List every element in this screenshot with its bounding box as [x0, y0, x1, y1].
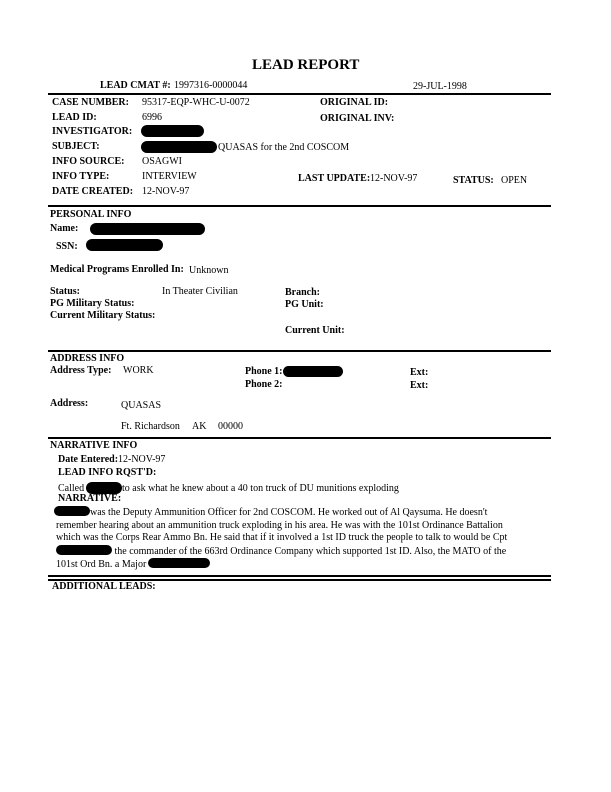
case-number-value: 95317-EQP-WHC-U-0072	[142, 97, 250, 108]
top-rule	[48, 93, 551, 95]
info-source-label: INFO SOURCE:	[52, 156, 125, 167]
narrative-line-5: 101st Ord Bn. a Major	[56, 559, 147, 570]
branch-label: Branch:	[285, 287, 320, 298]
address-label: Address:	[50, 398, 89, 409]
investigator-label: INVESTIGATOR:	[52, 126, 133, 137]
lead-id-label: LEAD ID:	[52, 112, 97, 123]
narrative-heading: NARRATIVE INFO	[50, 440, 138, 451]
subject-redaction	[141, 141, 217, 153]
cmat-value: 1997316-0000044	[174, 80, 248, 91]
phone1-label: Phone 1:	[245, 366, 283, 377]
narrative-body	[56, 506, 556, 572]
narrative-line-4: the commander of the 663rd Ordinance Company which supported 1st ID. Also, the MATO of the	[114, 545, 507, 557]
phone2-label: Phone 2:	[245, 379, 283, 390]
narrative-line-1: was the Deputy Ammunition Officer for 2nd COSCOM. He worked out of Al Qaysuma. He doesn't	[90, 507, 488, 518]
info-source-value: OSAGWI	[142, 156, 182, 167]
narrative-redaction-1	[54, 506, 90, 516]
subject-label: SUBJECT:	[52, 141, 100, 152]
address-city: Ft. Richardson	[121, 421, 180, 432]
investigator-redaction	[141, 125, 204, 137]
name-redaction	[90, 223, 205, 235]
pg-unit-label: PG Unit:	[285, 299, 324, 310]
phone1-redaction	[283, 366, 343, 377]
narrative-line-2: remember hearing about an ammunition truck exploding in his area. He was with the 101st Ordinance Battalion	[56, 519, 503, 531]
original-inv-label: ORIGINAL INV:	[320, 113, 395, 124]
status-value-personal: In Theater Civilian	[162, 286, 238, 297]
current-military-status-label: Current Military Status:	[50, 310, 156, 321]
pg-military-status-label: PG Military Status:	[50, 298, 135, 309]
ssn-label: SSN:	[56, 241, 78, 252]
narrative-redaction-2	[56, 545, 112, 555]
address-rule	[48, 350, 551, 352]
address-heading: ADDRESS INFO	[50, 353, 125, 364]
info-type-value: INTERVIEW	[142, 171, 197, 182]
date-entered-value: 12-NOV-97	[118, 454, 166, 465]
info-type-label: INFO TYPE:	[52, 171, 110, 182]
lead-id-value: 6996	[142, 112, 162, 123]
last-update-label: LAST UPDATE:	[298, 173, 371, 184]
status-label-personal: Status:	[50, 286, 81, 297]
address-line1: QUASAS	[121, 400, 162, 411]
medical-label: Medical Programs Enrolled In:	[50, 264, 184, 275]
narrative-label: NARRATIVE:	[58, 493, 122, 504]
additional-leads-heading: ADDITIONAL LEADS:	[52, 581, 156, 592]
personal-heading: PERSONAL INFO	[50, 209, 132, 220]
original-id-label: ORIGINAL ID:	[320, 97, 389, 108]
report-date: 29-JUL-1998	[413, 81, 467, 92]
ext1-label: Ext:	[410, 367, 429, 378]
date-created-label: DATE CREATED:	[52, 186, 134, 197]
address-zip: 00000	[218, 421, 243, 432]
case-number-label: CASE NUMBER:	[52, 97, 129, 108]
lead-info-label: LEAD INFO RQST'D:	[58, 467, 157, 478]
personal-rule	[48, 205, 551, 207]
date-created-value: 12-NOV-97	[142, 186, 190, 197]
cmat-label: LEAD CMAT #:	[100, 80, 171, 91]
narrative-redaction-3	[148, 558, 210, 568]
ssn-redaction	[86, 239, 163, 251]
medical-value: Unknown	[189, 265, 229, 276]
address-type-label: Address Type:	[50, 365, 112, 376]
ext2-label: Ext:	[410, 380, 429, 391]
subject-value: QUASAS for the 2nd COSCOM	[218, 142, 350, 153]
additional-rule-top	[48, 575, 551, 577]
narrative-line-3: which was the Corps Rear Ammo Bn. He said that if it involved a 1st ID truck the people to talk to would be Cpt	[56, 532, 508, 543]
page-title: LEAD REPORT	[252, 57, 360, 73]
status-value: OPEN	[501, 175, 528, 186]
address-state: AK	[192, 421, 207, 432]
called-prefix: Called	[58, 483, 85, 494]
name-label: Name:	[50, 223, 79, 234]
date-entered-label: Date Entered:	[58, 454, 119, 465]
narrative-rule	[48, 437, 551, 439]
address-type-value: WORK	[123, 365, 154, 376]
status-label: STATUS:	[453, 175, 494, 186]
last-update-value: 12-NOV-97	[370, 173, 418, 184]
called-text: to ask what he knew about a 40 ton truck of DU munitions exploding	[122, 483, 399, 494]
current-unit-label: Current Unit:	[285, 325, 345, 336]
